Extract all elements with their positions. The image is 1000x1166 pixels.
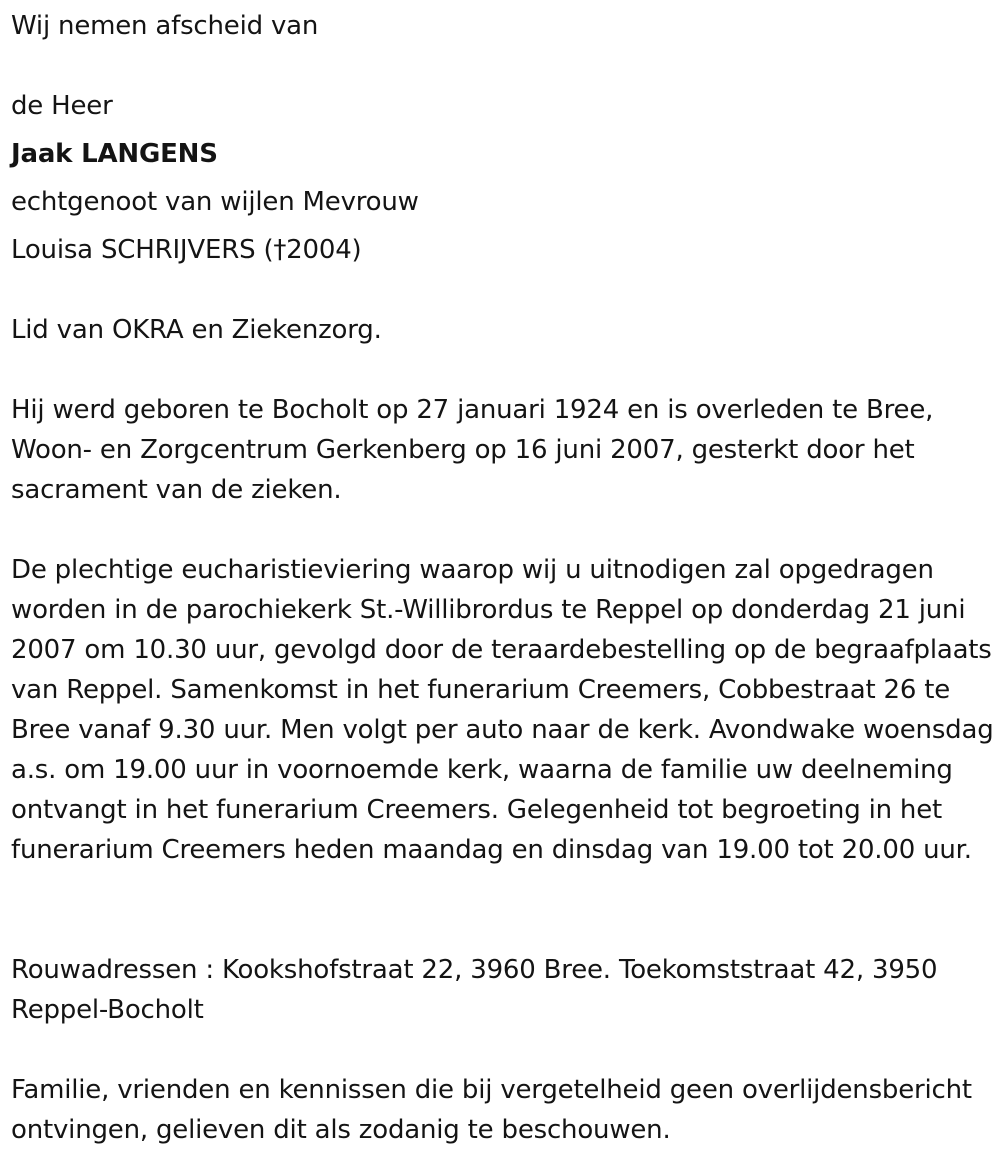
deceased-name: Jaak LANGENS [11, 139, 218, 169]
closing-paragraph: Familie, vrienden en kennissen die bij vergetelheid geen overlijdensbericht ontvingen, gelieven dit als zodanig te beschouwen. [11, 1075, 972, 1145]
birth-death-paragraph: Hij werd geboren te Bocholt op 27 januari 1924 en is overleden te Bree, Woon- en Zorgcentrum Gerkenberg op 16 juni 2007, gesterkt door het sacrament van de zieken. [11, 395, 934, 505]
addresses-paragraph: Rouwadressen : Kookshofstraat 22, 3960 Bree. Toekomststraat 42, 3950 Reppel-Bocholt [11, 955, 938, 1025]
spouse-line-1: echtgenoot van wijlen Mevrouw [11, 187, 419, 217]
ceremony-paragraph: De plechtige eucharistieviering waarop wij u uitnodigen zal opgedragen worden in de parochiekerk St.-Willibrordus te Reppel op donderdag 21 juni 2007 om 10.30 uur, gevolgd door de teraardebestelling op de begraafplaats van Reppel. Samenkomst in het funerarium Creemers, Cobbestraat 26 te Bree vanaf 9.30 uur. Men volgt per auto naar de kerk. Avondwake woensdag a.s. om 19.00 uur in voornoemde kerk, waarna de familie uw deelneming ontvangt in het funerarium Creemers. Gelegenheid tot begroeting in het funerarium Creemers heden maandag en dinsdag van 19.00 tot 20.00 uur. [11, 555, 994, 865]
membership-text: Lid van OKRA en Ziekenzorg. [11, 315, 382, 345]
intro-text: Wij nemen afscheid van [11, 11, 319, 41]
honorific: de Heer [11, 91, 113, 121]
spouse-line-2: Louisa SCHRIJVERS (†2004) [11, 235, 362, 265]
